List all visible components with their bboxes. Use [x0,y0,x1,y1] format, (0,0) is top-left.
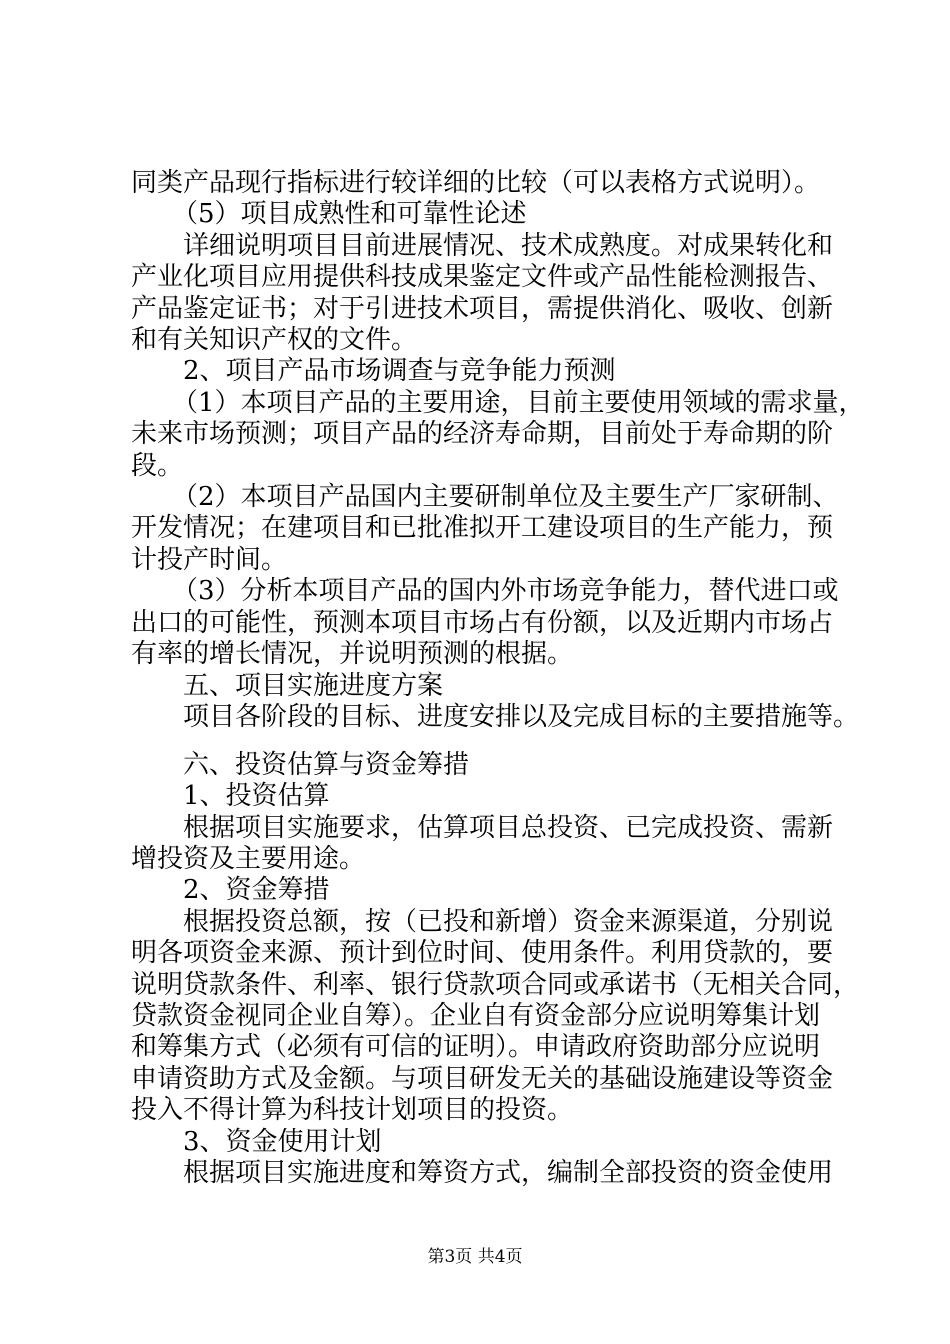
section-heading: 3、资金使用计划 [183,1126,382,1157]
page-footer: 第3页 共4页 [427,1247,523,1267]
section-heading: 2、项目产品市场调查与竞争能力预测 [183,356,616,387]
paragraph-line: 项目各阶段的目标、进度安排以及完成目标的主要措施等。 [183,701,860,732]
section-heading: 2、资金筹措 [183,875,330,906]
paragraph-line: 贷款资金视同企业自筹）。企业自有资金部分应说明筹集计划 [131,1001,821,1031]
paragraph-line: 申请资助方式及金额。与项目研发无关的基础设施建设等资金 [131,1063,834,1094]
paragraph-line: 根据投资总额，按（已投和新增）资金来源渠道，分别说 [183,906,834,937]
paragraph-line: 和有关知识产权的文件。 [131,325,418,355]
paragraph-line: 说明贷款条件、利率、银行贷款项合同或承诺书（无相关合同， [131,969,860,1000]
paragraph-line: （2）本项目产品国内主要研制单位及主要生产厂家研制、 [172,482,839,512]
paragraph-line: 根据项目实施进度和筹资方式，编制全部投资的资金使用 [183,1158,834,1188]
paragraph-line: 计投产时间。 [131,544,288,575]
paragraph-line: 详细说明项目目前进展情况、技术成熟度。对成果转化和 [183,230,834,261]
section-heading: （5）项目成熟性和可靠性论述 [172,199,527,230]
paragraph-line: 产品鉴定证书；对于引进技术项目，需提供消化、吸收、创新 [131,293,834,324]
paragraph-line: 同类产品现行指标进行较详细的比较（可以表格方式说明）。 [131,168,821,198]
paragraph-line: （3）分析本项目产品的国内外市场竞争能力，替代进口或 [172,576,839,607]
paragraph-line: （1）本项目产品的主要用途，目前主要使用领域的需求量， [172,387,865,418]
paragraph-line: 有率的增长情况，并说明预测的根据。 [131,639,574,670]
section-heading: 1、投资估算 [183,781,330,812]
paragraph-line: 投入不得计算为科技计划项目的投资。 [131,1095,574,1126]
paragraph-line: 段。 [131,450,184,481]
paragraph-line: 明各项资金来源、预计到位时间、使用条件。利用贷款的，要 [131,938,834,969]
section-heading: 五、项目实施进度方案 [183,670,444,701]
paragraph-line: 产业化项目应用提供科技成果鉴定文件或产品性能检测报告、 [131,262,834,293]
paragraph-line: 增投资及主要用途。 [131,844,366,874]
paragraph-line: 开发情况；在建项目和已批准拟开工建设项目的生产能力，预 [131,513,834,544]
paragraph-line: 未来市场预测；项目产品的经济寿命期，目前处于寿命期的阶 [131,419,834,450]
paragraph-line: 和筹集方式（必须有可信的证明）。申请政府资助部分应说明 [131,1032,821,1063]
section-heading: 六、投资估算与资金筹措 [183,749,470,780]
paragraph-line: 出口的可能性，预测本项目市场占有份额，以及近期内市场占 [131,607,834,638]
paragraph-line: 根据项目实施要求，估算项目总投资、已完成投资、需新 [183,812,834,843]
